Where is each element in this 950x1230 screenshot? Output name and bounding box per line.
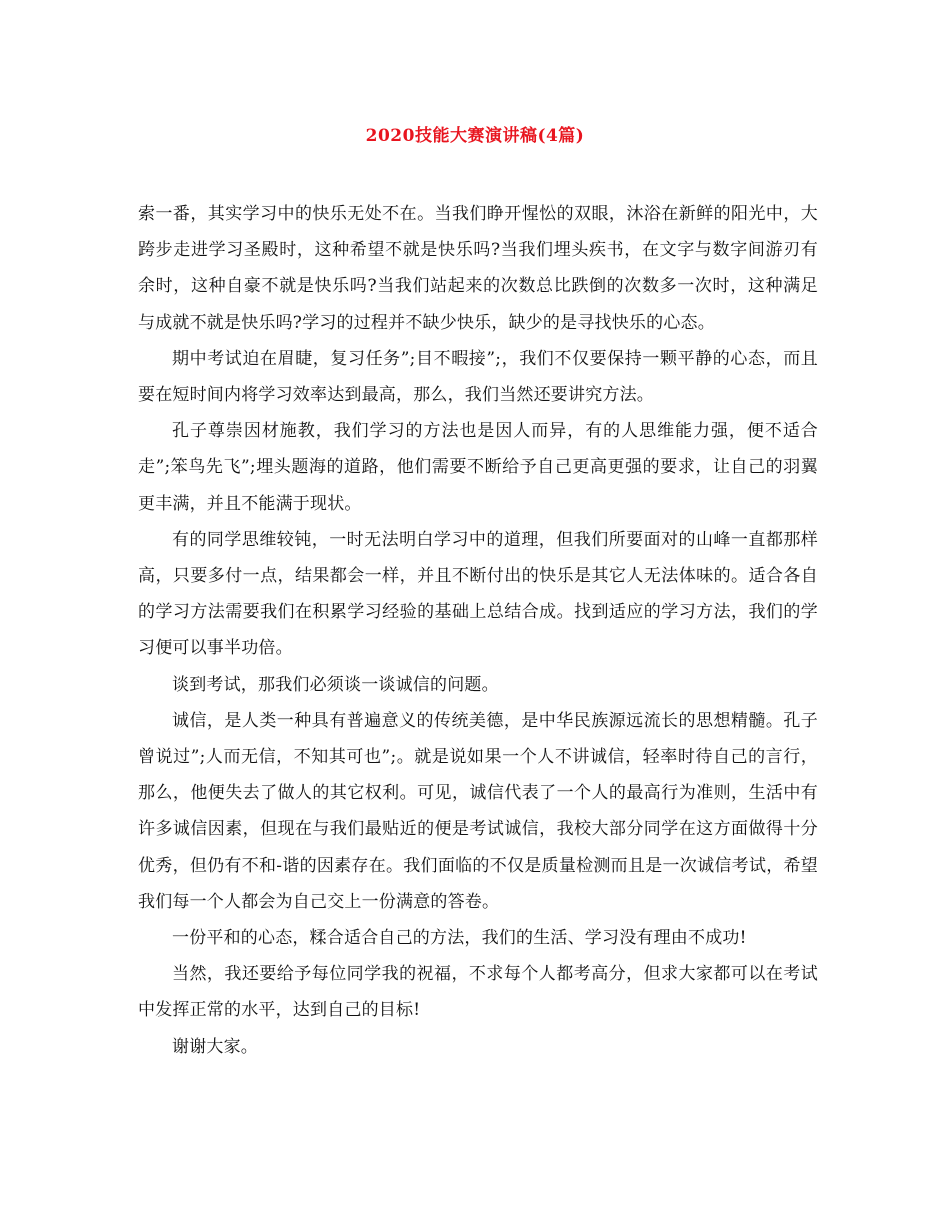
paragraph: 诚信，是人类一种具有普遍意义的传统美德，是中华民族源远流长的思想精髓。孔子曾说过”;人而无信，不知其可也”;。就是说如果一个人不讲诚信，轻率时待自己的言行，那么，他便失去了做人的其它权利。可见，诚信代表了一个人的最高行为准则，生活中有许多诚信因素，但现在与我们最贴近的便是考试诚信，我校大部分同学在这方面做得十分优秀，但仍有不和-谐的因素存在。我们面临的不仅是质量检测而且是一次诚信考试，希望我们每一个人都会为自己交上一份满意的答卷。: [138, 710, 818, 912]
paragraph: 谈到考试，那我们必须谈一谈诚信的问题。: [172, 674, 499, 695]
paragraph: 谢谢大家。: [172, 1036, 258, 1057]
paragraph: 孔子尊崇因材施教，我们学习的方法也是因人而异，有的人思维能力强，便不适合走”;笨鸟先飞”;埋头题海的道路，他们需要不断给予自己更高更强的要求，让自己的羽翼更丰满，并且不能满于现状。: [138, 421, 818, 514]
paragraph: 当然，我还要给予每位同学我的祝福，不求每个人都考高分，但求大家都可以在考试中发挥正常的水平，达到自己的目标!: [138, 964, 818, 1021]
paragraph: 有的同学思维较钝，一时无法明白学习中的道理，但我们所要面对的山峰一直都那样高，只要多付一点，结果都会一样，并且不断付出的快乐是其它人无法体味的。适合各自的学习方法需要我们在积累学习经验的基础上总结合成。找到适应的学习方法，我们的学习便可以事半功倍。: [138, 529, 818, 659]
document-body: [138, 196, 818, 1065]
paragraph: 一份平和的心态，糅合适合自己的方法，我们的生活、学习没有理由不成功!: [172, 928, 747, 949]
document-title: 2020技能大赛演讲稿(4篇): [365, 126, 585, 146]
paragraph: 期中考试迫在眉睫，复习任务”;目不暇接”;，我们不仅要保持一颗平静的心态，而且要在短时间内将学习效率达到最高，那么，我们当然还要讲究方法。: [138, 348, 818, 406]
paragraph: 索一番，其实学习中的快乐无处不在。当我们睁开惺忪的双眼，沐浴在新鲜的阳光中，大跨步走进学习圣殿时，这种希望不就是快乐吗?当我们埋头疾书，在文字与数字间游刃有余时，这种自豪不就是快乐吗?当我们站起来的次数总比跌倒的次数多一次时，这种满足与成就不就是快乐吗?学习的过程并不缺少快乐，缺少的是寻找快乐的心态。: [138, 204, 818, 333]
